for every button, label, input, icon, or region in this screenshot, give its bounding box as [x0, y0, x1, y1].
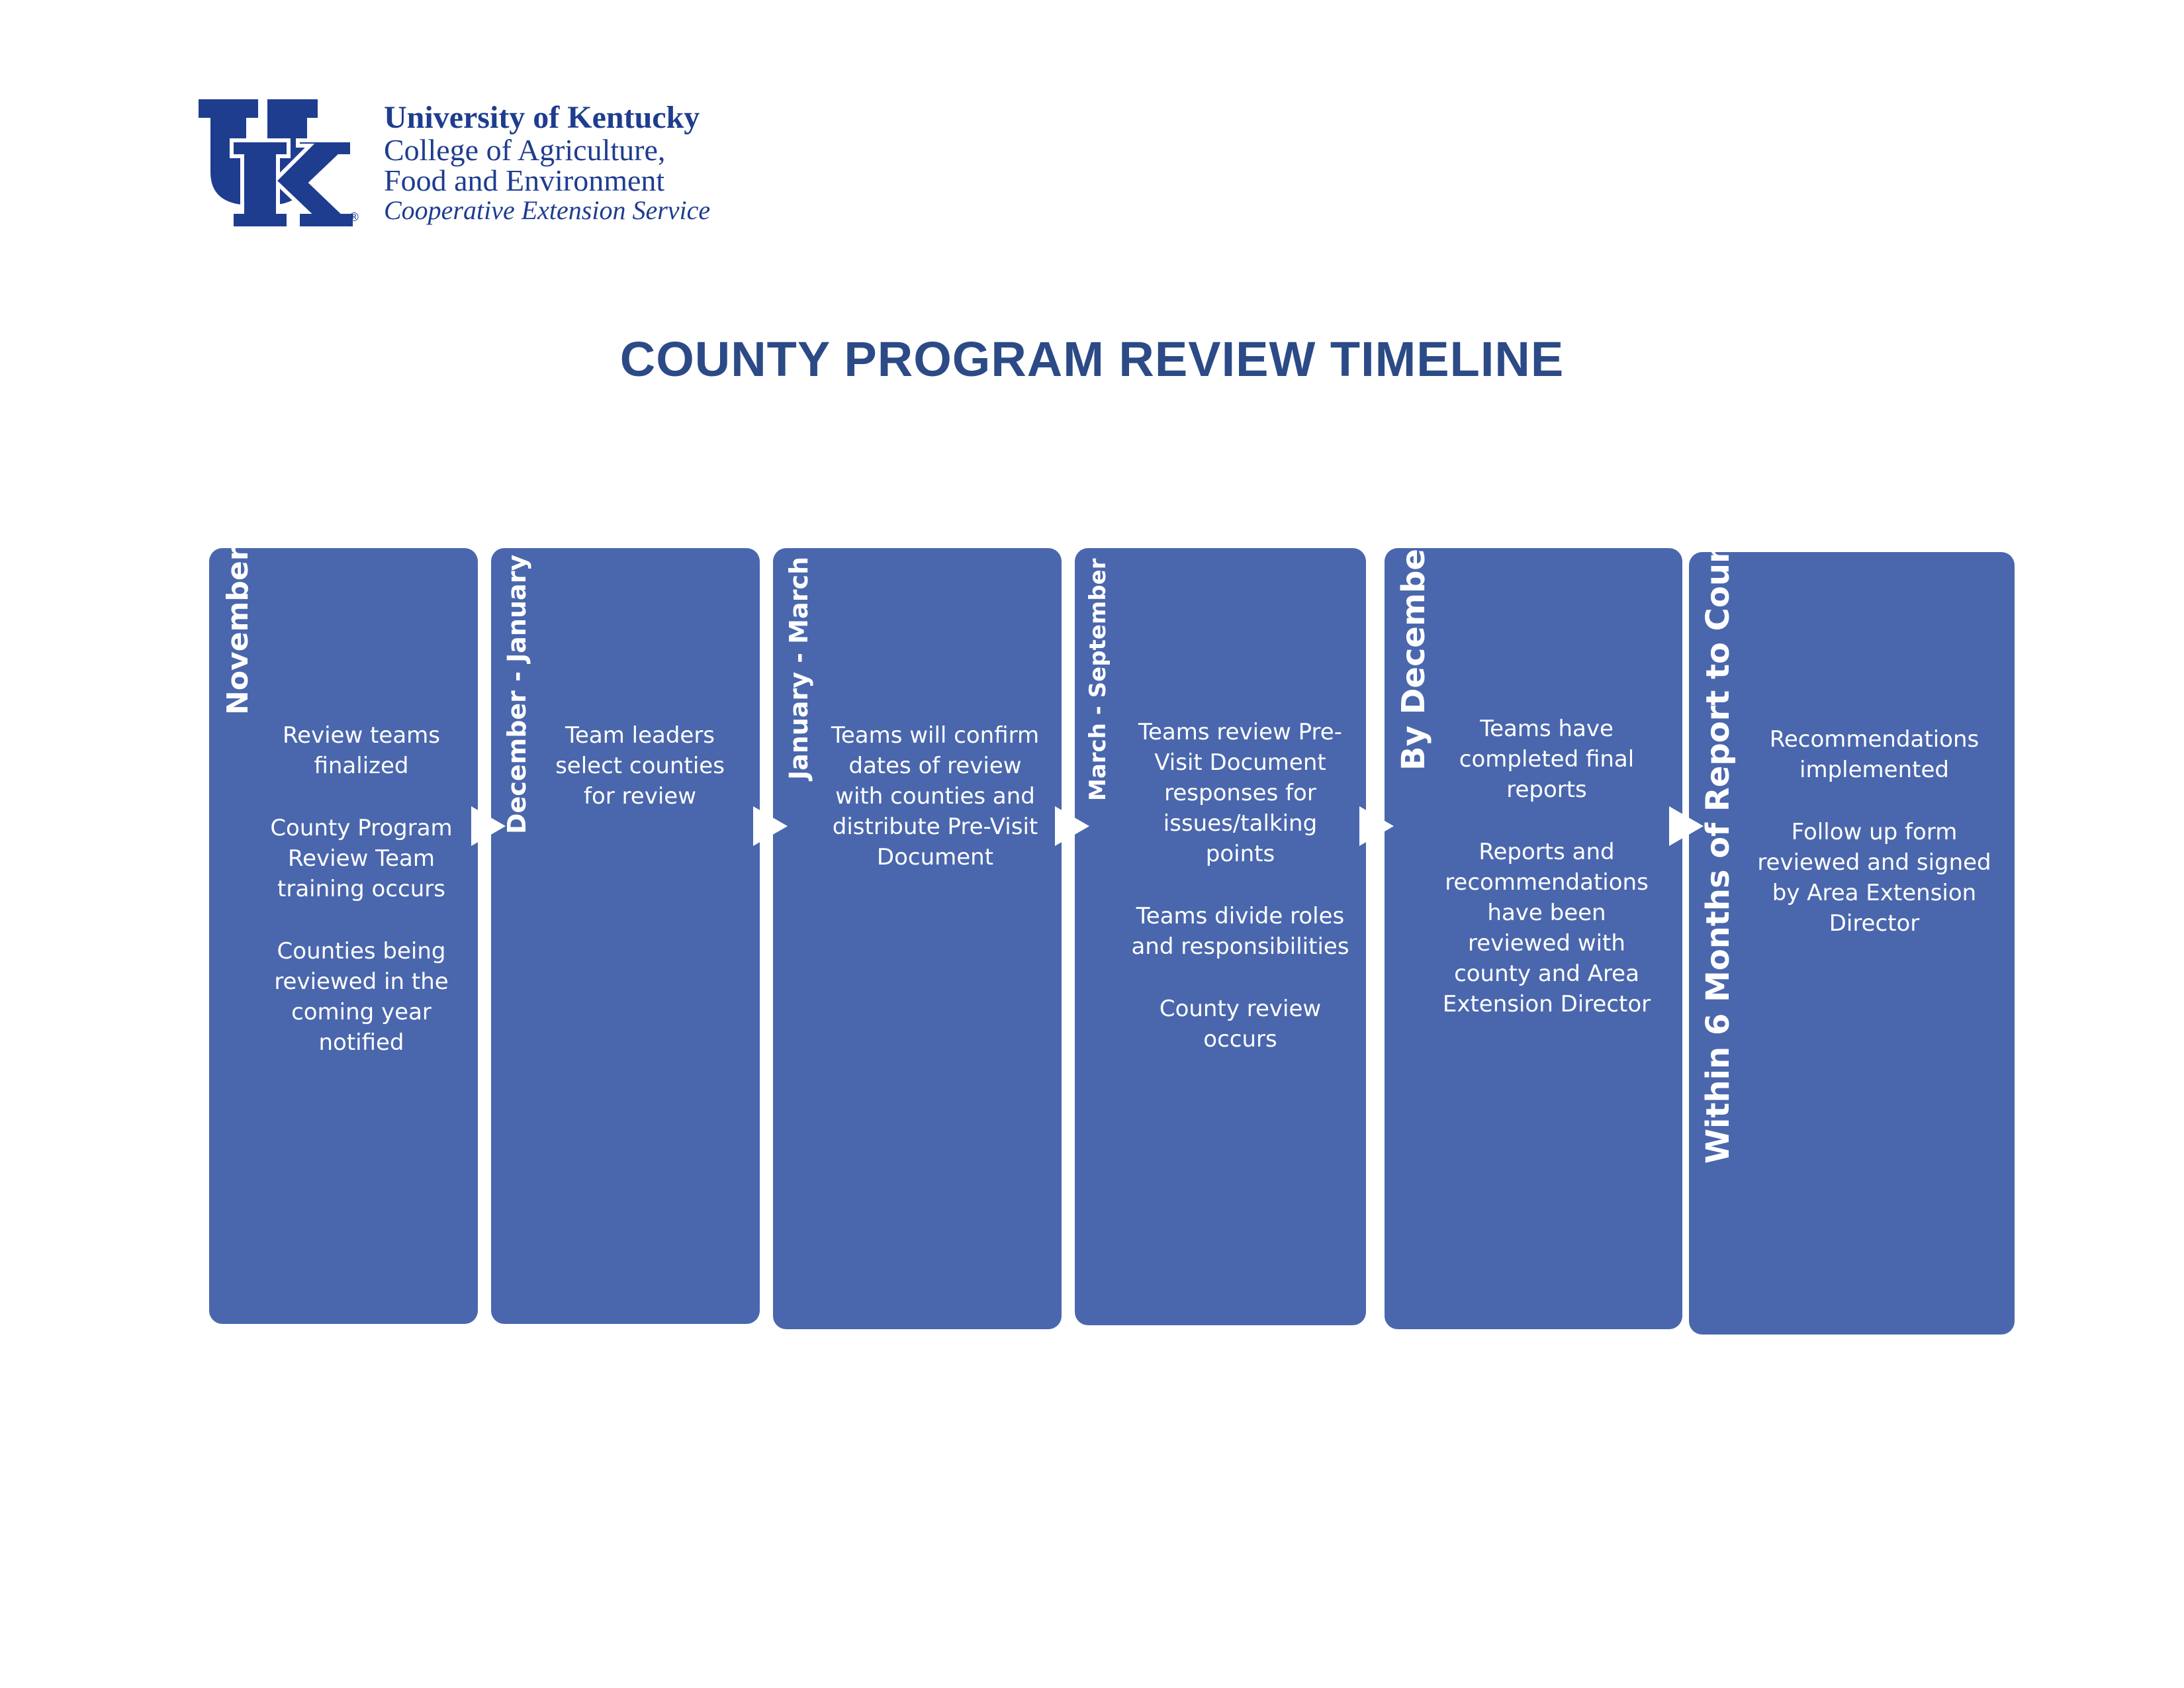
arrow-right-icon — [1669, 806, 1704, 846]
stage-label: By December — [1395, 533, 1432, 771]
stage-items — [1437, 714, 1656, 1019]
stage-items — [826, 720, 1044, 872]
stage-item: County Program Review Team training occurs — [270, 815, 453, 902]
stage-january-march — [773, 548, 1062, 1329]
stage-item: Recommendations implemented — [1769, 726, 1979, 783]
stage-items — [255, 720, 467, 1058]
stage-items — [1128, 717, 1353, 1055]
registered-mark: ® — [348, 211, 360, 224]
stage-item: County review occurs — [1159, 996, 1322, 1053]
stage-label: March - September — [1085, 558, 1111, 801]
stage-march-september — [1075, 548, 1366, 1325]
logo-college-line2: Food and Environment — [384, 164, 665, 197]
logo-university: University of Kentucky — [384, 100, 700, 135]
stage-label: December - January — [502, 554, 531, 834]
stage-december-january — [491, 548, 760, 1324]
stage-item: Counties being reviewed in the coming year notified — [274, 938, 449, 1056]
stage-item: Follow up form reviewed and signed by Area Extension Director — [1757, 819, 1991, 937]
arrow-right-icon — [1359, 806, 1394, 846]
arrow-right-icon — [471, 806, 506, 846]
arrow-right-icon — [753, 806, 788, 846]
stage-within-6-months — [1689, 504, 2015, 1335]
stage-label: January - March — [784, 556, 813, 780]
stage-item: Teams will confirm dates of review with counties and distribute Pre-Visit Document — [831, 722, 1040, 870]
logo-service: Cooperative Extension Service — [384, 195, 711, 225]
uk-logo-mark-icon — [199, 99, 357, 228]
stage-item: Teams divide roles and responsibilities — [1131, 903, 1349, 960]
uk-logo — [199, 99, 748, 232]
stage-label: Within 6 Months of Report to County — [1700, 504, 1737, 1164]
page-title: COUNTY PROGRAM REVIEW TIMELINE — [619, 332, 1565, 387]
stage-item: Reports and recommendations have been reviewed with county and Area Extension Director — [1442, 839, 1651, 1017]
stage-item: Team leaders select counties for review — [555, 722, 725, 810]
stage-item: Teams review Pre-Visit Document responses for issues/talking points — [1138, 719, 1342, 867]
stage-item: Review teams finalized — [282, 722, 441, 779]
stage-label: November — [221, 546, 255, 715]
arrow-right-icon — [1055, 806, 1089, 846]
logo-college-line1: College of Agriculture, — [384, 133, 666, 167]
stage-items — [537, 720, 743, 812]
stage-item: Teams have completed final reports — [1459, 716, 1635, 803]
stage-by-december — [1385, 533, 1682, 1329]
stage-items — [1752, 724, 1997, 939]
stage-november — [209, 548, 478, 1324]
